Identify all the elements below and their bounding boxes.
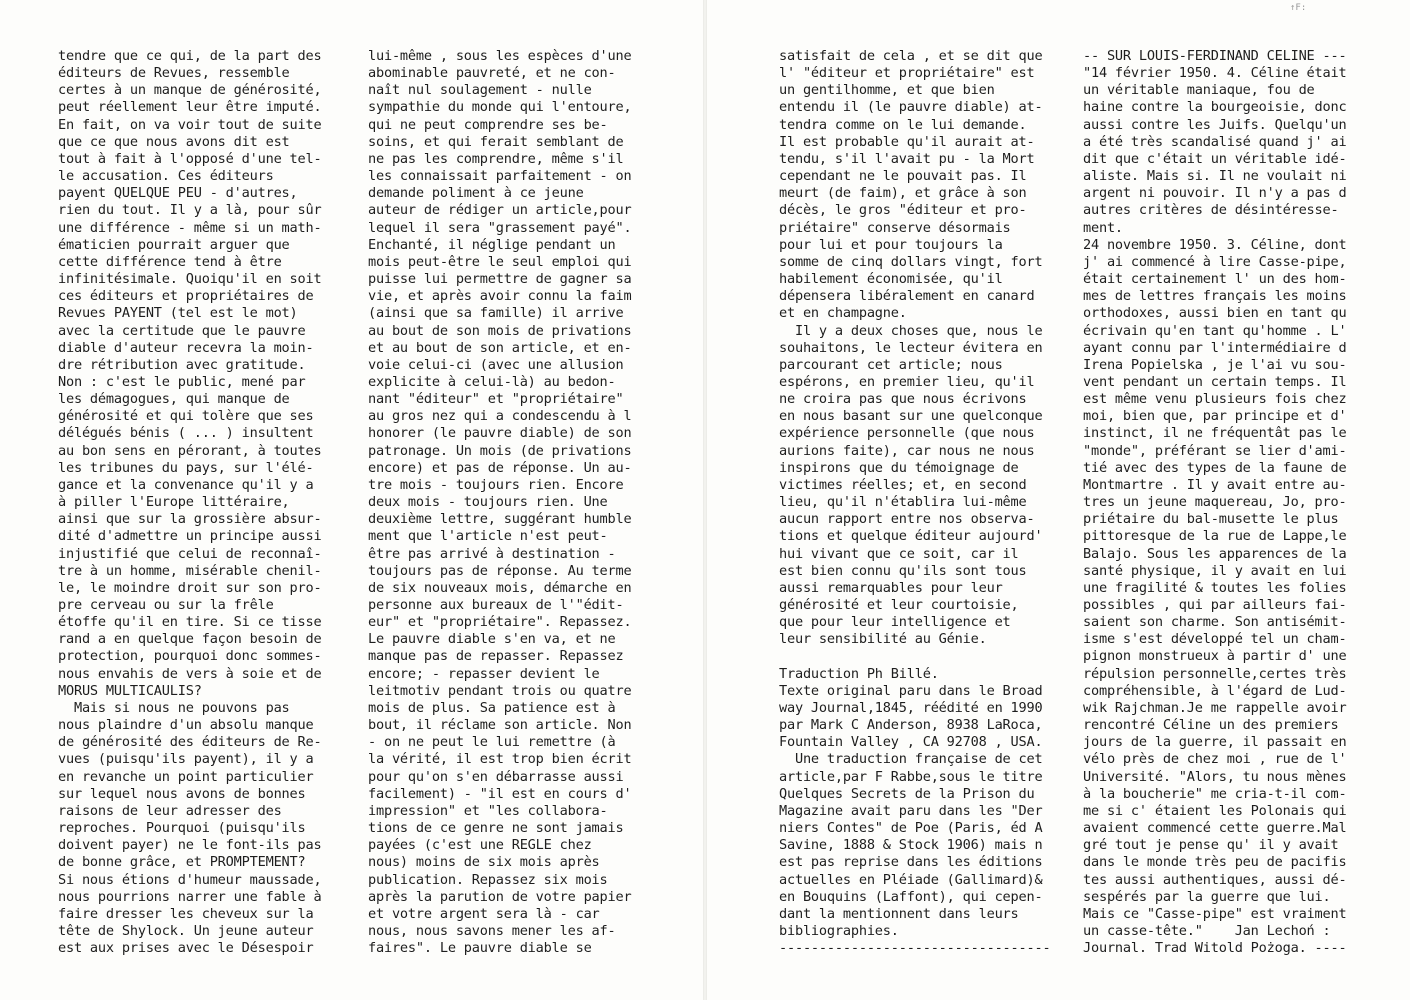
- text-line: voie celui-ci (avec une allusion: [368, 356, 624, 373]
- text-line: manque pas de repasser. Repassez: [368, 648, 624, 665]
- text-line: doivent payer) ne le font-ils pas: [58, 837, 322, 854]
- text-line: Le pauvre diable s'en va, et ne: [368, 631, 616, 648]
- text-line: mes de lettres français les moins: [1083, 288, 1347, 305]
- text-line: inspirons que du témoignage de: [779, 459, 1019, 476]
- text-line: de générosité des éditeurs de Re-: [58, 734, 322, 751]
- text-line: être pas arrivé à destination -: [368, 545, 616, 562]
- text-line: l' "éditeur et propriétaire" est: [779, 65, 1035, 82]
- text-line: faires". Le pauvre diable se: [368, 940, 592, 957]
- text-line: tout à fait à l'opposé d'une tel-: [58, 150, 322, 167]
- text-line: est bien connu qu'ils sont tous: [779, 562, 1027, 579]
- text-line: Irena Popielska , je l'ai vu sou-: [1083, 356, 1347, 373]
- text-line: faire dresser les cheveux sur la: [58, 905, 314, 922]
- text-line: auteur de rédiger un article,pour: [368, 202, 632, 219]
- text-line: satisfait de cela , et se dit que: [779, 48, 1043, 64]
- text-line: en Bouquins (Laffont), qui cepen-: [779, 888, 1043, 905]
- text-line: deux mois - toujours rien. Une: [368, 494, 608, 511]
- text-line: toujours pas de réponse. Au terme: [368, 562, 632, 579]
- text-line: le, le moindre droit sur son pro-: [58, 579, 322, 596]
- text-line: lequel il sera "grassement payé".: [368, 219, 632, 236]
- text-line: une différence - même si un math-: [58, 219, 322, 236]
- text-line: honorer (le pauvre diable) de son: [368, 425, 632, 442]
- text-line: leur sensibilité au Génie.: [779, 631, 987, 648]
- text-line: (ainsi que sa famille) il arrive: [368, 305, 624, 322]
- text-line: dant la mentionnent dans leurs: [779, 905, 1019, 922]
- text-line: isme s'est développé tel un cham-: [1083, 631, 1347, 648]
- text-line: aussi remarquables pour leur: [779, 579, 1003, 596]
- text-line: lieu, qu'il n'établira lui-même: [779, 494, 1027, 511]
- text-line: santé physique, il y avait en lui: [1083, 562, 1347, 579]
- text-column-4: [1083, 48, 1383, 957]
- text-line: la vérité, il est trop bien écrit: [368, 751, 632, 768]
- text-line: étoffe qu'il en tire. Si ce tisse: [58, 614, 322, 631]
- text-line: ne pas les comprendre, même s'il: [368, 150, 624, 167]
- text-line: décès, le gros "éditeur et pro-: [779, 202, 1027, 219]
- text-line: mois de plus. Sa patience est à: [368, 699, 616, 716]
- text-line: dre rétribution avec gratitude.: [58, 356, 306, 373]
- text-line: nous pourrions narrer une fable à: [58, 888, 322, 905]
- text-line: pre cerveau ou sur la frêle: [58, 597, 274, 613]
- text-line: ainsi que sur la grossière absur-: [58, 511, 322, 528]
- text-line: injustifié que celui de reconnaî-: [58, 545, 322, 562]
- text-line: dépensera libéralement en canard: [779, 288, 1035, 305]
- text-line: est aux prises avec le Désespoir: [58, 940, 314, 957]
- text-line: possibles , qui par ailleurs fai-: [1083, 597, 1347, 613]
- text-line: vélo près de chez moi , rue de l': [1083, 751, 1347, 768]
- text-line: avaient commencé cette guerre.Mal: [1083, 820, 1347, 837]
- text-line: ne croira pas que nous écrivons: [779, 391, 1027, 408]
- text-line: autres critères de désintéresse-: [1083, 202, 1339, 219]
- text-line: jours de la guerre, il passait en: [1083, 734, 1347, 751]
- text-line: publication. Repassez six mois: [368, 871, 608, 888]
- text-line: ématicien pourrait arguer que: [58, 236, 290, 253]
- text-line: abominable pauvreté, et ne con-: [368, 65, 616, 82]
- text-line: dité d'admettre un principe aussi: [58, 528, 322, 545]
- text-line: "monde", préférant se lier d'ami-: [1083, 442, 1347, 459]
- text-line: après la parution de votre papier: [368, 888, 632, 905]
- text-column-2: [368, 48, 666, 957]
- text-line: mois peut-être le seul emploi qui: [368, 253, 632, 270]
- text-line: vues (puisqu'ils payent), il y a: [58, 751, 314, 768]
- text-line: gance et la convenance qu'il y a: [58, 476, 314, 493]
- text-line: raisons de leur adresser des: [58, 802, 282, 819]
- text-line: ment que l'article n'est peut-: [368, 528, 608, 545]
- text-line: vie, et après avoir connu la faim: [368, 288, 632, 305]
- text-line: Journal. Trad Witold Pożoga. ----: [1083, 940, 1347, 957]
- text-line: ----------------------------------: [779, 940, 1051, 957]
- text-line: les connaissait parfaitement - on: [368, 168, 632, 185]
- text-line: à la boucherie" me cria-t-il com-: [1083, 785, 1347, 802]
- text-line: générosité et leur courtoisie,: [779, 597, 1019, 613]
- text-line: pignon monstrueux à partir d' une: [1083, 648, 1347, 665]
- text-line: écrivain qu'en tant qu'homme . L': [1083, 322, 1347, 339]
- text-line: "14 février 1950. 4. Céline était: [1083, 65, 1347, 82]
- text-line: en nous basant sur une quelconque: [779, 408, 1043, 425]
- text-line: actuelles en Pléiade (Gallimard)&: [779, 871, 1043, 888]
- text-line: MORUS MULTICAULIS?: [58, 682, 202, 699]
- text-line: victimes réelles; et, en second: [779, 476, 1027, 493]
- right-page: [705, 0, 1410, 1000]
- text-line: et au bout de son article, et en-: [368, 339, 632, 356]
- text-line: [779, 648, 1075, 665]
- text-line: tié avec des types de la faune de: [1083, 459, 1347, 476]
- text-line: Mais si nous ne pouvons pas: [58, 699, 290, 716]
- text-line: patronage. Un mois (de privations: [368, 442, 632, 459]
- text-line: Quelques Secrets de la Prison du: [779, 785, 1035, 802]
- text-line: Mais ce "Casse-pipe" est vraiment: [1083, 905, 1347, 922]
- text-line: Revues PAYENT (tel est le mot): [58, 305, 298, 322]
- text-line: orthodoxes, aussi bien en tant qu: [1083, 305, 1347, 322]
- text-line: bibliographies.: [779, 922, 899, 939]
- text-line: Magazine avait paru dans les "Der: [779, 802, 1043, 819]
- text-line: compréhensible, à l'égard de Lud-: [1083, 682, 1347, 699]
- text-line: tes aussi authentiques, aussi dé-: [1083, 871, 1347, 888]
- text-line: aliste. Mais si. Il ne voulait ni: [1083, 168, 1347, 185]
- text-line: me si c' étaient les Polonais qui: [1083, 802, 1347, 819]
- text-line: Enchanté, il néglige pendant un: [368, 236, 616, 253]
- text-line: de six nouveaux mois, démarche en: [368, 579, 632, 596]
- text-line: avec la certitude que le pauvre: [58, 322, 306, 339]
- text-line: a été très scandalisé quand j' ai: [1083, 133, 1347, 150]
- text-line: souhaitons, le lecteur évitera en: [779, 339, 1043, 356]
- text-line: payent QUELQUE PEU - d'autres,: [58, 185, 298, 202]
- text-line: dit que c'était un véritable idé-: [1083, 150, 1347, 167]
- text-line: 24 novembre 1950. 3. Céline, dont: [1083, 236, 1347, 253]
- text-line: est même venu plusieurs fois chez: [1083, 391, 1347, 408]
- text-line: vent pendant un certain temps. Il: [1083, 373, 1347, 390]
- text-line: tres un jeune maquereau, Jo, pro-: [1083, 494, 1347, 511]
- text-line: rencontré Céline un des premiers: [1083, 717, 1339, 734]
- text-line: aurions faite), car nous ne nous: [779, 442, 1035, 459]
- text-line: priétaire du bal-musette le plus: [1083, 511, 1339, 528]
- text-line: tendu, s'il l'avait pu - la Mort: [779, 150, 1035, 167]
- text-line: niers Contes" de Poe (Paris, éd A: [779, 820, 1043, 837]
- text-line: générosité et qui tolère que ses: [58, 408, 314, 425]
- text-line: nous) moins de six mois après: [368, 854, 600, 871]
- text-line: article,par F Rabbe,sous le titre: [779, 768, 1043, 785]
- text-line: nant "éditeur" et "propriétaire": [368, 391, 624, 408]
- text-line: au bon sens en pérorant, à toutes: [58, 442, 322, 459]
- text-line: le accusation. Ces éditeurs: [58, 168, 274, 185]
- text-line: encore; - repasser devient le: [368, 665, 600, 682]
- text-column-1: [58, 48, 353, 957]
- text-line: Non : c'est le public, mené par: [58, 373, 306, 390]
- text-line: nous envahis de vers à soie et de: [58, 665, 322, 682]
- text-line: tendre que ce qui, de la part des: [58, 48, 322, 64]
- text-line: pour qu'on s'en débarrasse aussi: [368, 768, 624, 785]
- text-line: cependant ne le pouvait pas. Il: [779, 168, 1027, 185]
- text-line: tête de Shylock. Un jeune auteur: [58, 922, 314, 939]
- text-line: Traduction Ph Billé.: [779, 665, 939, 682]
- text-column-3: [779, 48, 1075, 957]
- text-line: en revanche un point particulier: [58, 768, 314, 785]
- text-line: et votre argent sera là - car: [368, 905, 600, 922]
- corner-mark: ↑F:: [1290, 3, 1307, 13]
- text-line: tions de ce genre ne sont jamais: [368, 820, 624, 837]
- text-line: bout, il réclame son article. Non: [368, 717, 632, 734]
- text-line: instinct, il ne fréquentât pas le: [1083, 425, 1347, 442]
- text-line: eur" et "propriétaire". Repassez.: [368, 614, 632, 631]
- text-line: était certainement l' un des hom-: [1083, 271, 1347, 288]
- text-line: aucun rapport entre nos observa-: [779, 511, 1035, 528]
- text-line: personne aux bureaux de l'"édit-: [368, 597, 624, 613]
- text-line: que pour leur intelligence et: [779, 614, 1011, 631]
- text-line: tre à un homme, misérable chenil-: [58, 562, 322, 579]
- text-line: dans le monde très peu de pacifis: [1083, 854, 1347, 871]
- text-line: explicite à celui-là) au bedon-: [368, 373, 616, 390]
- text-line: sympathie du monde qui l'entoure,: [368, 99, 632, 116]
- text-line: argent ni pouvoir. Il n'y a pas d: [1083, 185, 1347, 202]
- text-line: pour lui et pour toujours la: [779, 236, 1003, 253]
- text-line: rand a en quelque façon besoin de: [58, 631, 322, 648]
- text-line: encore) et pas de réponse. Un au-: [368, 459, 632, 476]
- text-line: aussi contre les Juifs. Quelqu'un: [1083, 116, 1347, 133]
- text-line: sespérés par la guerre que lui.: [1083, 888, 1331, 905]
- text-line: expérience personnelle (que nous: [779, 425, 1035, 442]
- text-line: par Mark C Anderson, 8938 LaRoca,: [779, 717, 1043, 734]
- text-line: certes à un manque de générosité,: [58, 82, 322, 99]
- text-line: Fountain Valley , CA 92708 , USA.: [779, 734, 1043, 751]
- text-line: way Journal,1845, réédité en 1990: [779, 699, 1043, 716]
- text-line: Il est probable qu'il aurait at-: [779, 133, 1035, 150]
- text-line: habilement économisée, qu'il: [779, 271, 1003, 288]
- text-line: nous, nous savons mener les af-: [368, 922, 616, 939]
- text-line: et en champagne.: [779, 305, 907, 322]
- text-line: de bonne grâce, et PROMPTEMENT?: [58, 854, 306, 871]
- text-line: espérons, en premier lieu, qu'il: [779, 373, 1035, 390]
- text-line: parcourant cet article; nous: [779, 356, 1003, 373]
- text-line: tre mois - toujours rien. Encore: [368, 476, 624, 493]
- text-line: payées (c'est une REGLE chez: [368, 837, 592, 854]
- text-line: une fragilité & toutes les folies: [1083, 579, 1347, 596]
- text-line: leitmotiv pendant trois ou quatre: [368, 682, 632, 699]
- text-line: Une traduction française de cet: [779, 751, 1043, 768]
- text-line: Savine, 1888 & Stock 1906) mais n: [779, 837, 1043, 854]
- text-line: ment.: [1083, 219, 1123, 236]
- text-line: -- SUR LOUIS-FERDINAND CELINE ---: [1083, 48, 1347, 64]
- text-line: - on ne peut le lui remettre (à: [368, 734, 616, 751]
- text-line: tendra comme on le lui demande.: [779, 116, 1027, 133]
- text-line: protection, pourquoi donc sommes-: [58, 648, 322, 665]
- text-line: puisse lui permettre de gagner sa: [368, 271, 632, 288]
- text-line: diable d'auteur recevra la moin-: [58, 339, 314, 356]
- text-line: deuxième lettre, suggérant humble: [368, 511, 632, 528]
- text-line: Balajo. Sous les apparences de la: [1083, 545, 1347, 562]
- text-line: que ce que nous avons dit est: [58, 133, 290, 150]
- text-line: nous plaindre d'un absolu manque: [58, 717, 314, 734]
- text-line: meurt (de faim), et grâce à son: [779, 185, 1027, 202]
- text-line: reproches. Pourquoi (puisqu'ils: [58, 820, 306, 837]
- text-line: un véritable maniaque, fou de: [1083, 82, 1315, 99]
- text-line: éditeurs de Revues, ressemble: [58, 65, 290, 82]
- text-line: au gros nez qui a condescendu à l: [368, 408, 632, 425]
- text-line: répulsion personnelle,certes très: [1083, 665, 1347, 682]
- text-line: au bout de son mois de privations: [368, 322, 632, 339]
- text-line: gré tout je pense qu' il y avait: [1083, 837, 1339, 854]
- text-line: demande poliment à ce jeune: [368, 185, 584, 202]
- text-line: les démagogues, qui manque de: [58, 391, 290, 408]
- text-line: ayant connu par l'intermédiaire d: [1083, 339, 1347, 356]
- text-line: En fait, on va voir tout de suite: [58, 116, 322, 133]
- text-line: impression" et "les collabora-: [368, 802, 608, 819]
- text-line: est pas reprise dans les éditions: [779, 854, 1043, 871]
- text-line: qui ne peut comprendre ses be-: [368, 116, 608, 133]
- text-line: entendu il (le pauvre diable) at-: [779, 99, 1043, 116]
- text-line: Texte original paru dans le Broad: [779, 682, 1043, 699]
- text-line: sur lequel nous avons de bonnes: [58, 785, 306, 802]
- text-line: les tribunes du pays, sur l'élé-: [58, 459, 314, 476]
- text-line: wik Rajchman.Je me rappelle avoir: [1083, 699, 1347, 716]
- text-line: Il y a deux choses que, nous le: [779, 322, 1043, 339]
- text-line: ces éditeurs et propriétaires de: [58, 288, 314, 305]
- text-line: un casse-tête." Jan Lechoń :: [1083, 922, 1331, 939]
- text-line: infinitésimale. Quoiqu'il en soit: [58, 271, 322, 288]
- text-line: rien du tout. Il y a là, pour sûr: [58, 202, 322, 219]
- text-line: haine contre la bourgeoisie, donc: [1083, 99, 1347, 116]
- text-line: naît nul soulagement - nulle: [368, 82, 592, 99]
- text-line: Université. "Alors, tu nous mènes: [1083, 768, 1347, 785]
- text-line: lui-même , sous les espèces d'une: [368, 48, 632, 64]
- text-line: un gentilhomme, et que bien: [779, 82, 995, 99]
- text-line: hui vivant que ce soit, car il: [779, 545, 1019, 562]
- text-line: j' ai commencé à lire Casse-pipe,: [1083, 253, 1347, 270]
- text-line: saient son charme. Son antisémit-: [1083, 614, 1347, 631]
- text-line: tions et quelque éditeur aujourd': [779, 528, 1043, 545]
- text-line: priétaire" conserve désormais: [779, 219, 1011, 236]
- text-line: Montmartre . Il y avait entre au-: [1083, 476, 1347, 493]
- text-line: cette différence tend à être: [58, 253, 282, 270]
- text-line: à piller l'Europe littéraire,: [58, 494, 290, 511]
- text-line: Si nous étions d'humeur maussade,: [58, 871, 322, 888]
- text-line: facilement) - "il est en cours d': [368, 785, 632, 802]
- text-line: peut réellement leur être imputé.: [58, 99, 322, 116]
- text-line: délégués bénis ( ... ) insultent: [58, 425, 314, 442]
- text-line: soins, et qui ferait semblant de: [368, 133, 624, 150]
- text-line: moi, bien que, par principe et d': [1083, 408, 1347, 425]
- text-line: pittoresque de la rue de Lappe,le: [1083, 528, 1347, 545]
- text-line: somme de cinq dollars vingt, fort: [779, 253, 1043, 270]
